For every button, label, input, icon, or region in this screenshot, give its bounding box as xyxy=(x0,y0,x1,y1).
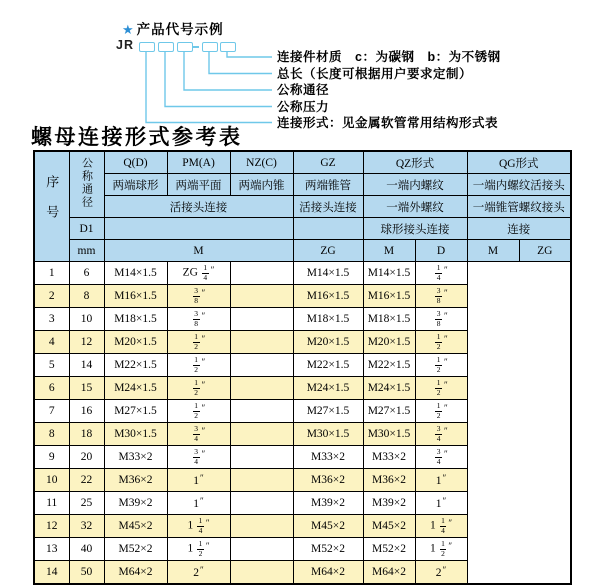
unit-mm: mm xyxy=(69,240,104,262)
code-prefix: JR xyxy=(116,38,134,52)
code-box-5 xyxy=(220,42,236,52)
table-cell: $\frac{3}{4}$ ″ xyxy=(167,423,230,446)
unit-qg-m: M xyxy=(467,240,519,262)
table-cell: 15 xyxy=(69,377,104,400)
table-row xyxy=(34,446,571,469)
col-header-gz: GZ xyxy=(293,151,363,174)
table-cell xyxy=(230,469,293,492)
table-row xyxy=(34,538,571,561)
table-cell: 1″ xyxy=(167,492,230,515)
callout-label-pressure: 公称压力 xyxy=(277,99,330,114)
table-cell: M16×1.5 xyxy=(104,285,167,308)
table-cell: M33×2 xyxy=(104,446,167,469)
table-cell: M33×2 xyxy=(363,446,415,469)
table-cell: $\frac{3}{8}$ ″ xyxy=(415,308,467,331)
table-cell xyxy=(230,331,293,354)
code-box-1 xyxy=(139,42,155,52)
table-cell: $\frac{3}{4}$ ″ xyxy=(415,423,467,446)
table-cell: 8 xyxy=(69,285,104,308)
table-cell: M24×1.5 xyxy=(363,377,415,400)
table-cell: M39×2 xyxy=(363,492,415,515)
unit-qz-m: M xyxy=(363,240,415,262)
table-cell: M27×1.5 xyxy=(104,400,167,423)
code-dash xyxy=(193,46,199,48)
table-cell: M24×1.5 xyxy=(293,377,363,400)
table-cell: M22×1.5 xyxy=(293,354,363,377)
unit-m: M xyxy=(104,240,293,262)
table-row xyxy=(34,285,571,308)
table-cell: $\frac{1}{2}$ ″ xyxy=(415,400,467,423)
table-cell: $\frac{3}{4}$ ″ xyxy=(167,446,230,469)
desc-qd: 两端球形 xyxy=(104,174,167,196)
table-cell xyxy=(230,262,293,285)
table-header xyxy=(34,151,571,262)
table-cell: M18×1.5 xyxy=(104,308,167,331)
table-cell: $\frac{1}{2}$ ″ xyxy=(415,377,467,400)
table-cell: 1 $\frac{1}{4}$ ″ xyxy=(415,515,467,538)
table-row xyxy=(34,423,571,446)
connection-gz: 活接头连接 xyxy=(293,196,363,218)
col-header-diameter: 公称通径 xyxy=(69,151,104,218)
table-cell: M14×1.5 xyxy=(363,262,415,285)
table-cell: 5 xyxy=(34,354,69,377)
table-cell: 1″ xyxy=(167,469,230,492)
table-cell: $\frac{1}{2}$ ″ xyxy=(167,354,230,377)
table-cell: 7 xyxy=(34,400,69,423)
col-header-nzc: NZ(C) xyxy=(230,151,293,174)
unit-zg: ZG xyxy=(293,240,363,262)
table-cell: M20×1.5 xyxy=(293,331,363,354)
table-cell: M24×1.5 xyxy=(104,377,167,400)
table-cell: M27×1.5 xyxy=(363,400,415,423)
table-row xyxy=(34,308,571,331)
table-cell: M14×1.5 xyxy=(104,262,167,285)
desc-qz: 一端内螺纹 xyxy=(363,174,467,196)
table-cell: 10 xyxy=(69,308,104,331)
table-cell: M30×1.5 xyxy=(363,423,415,446)
table-cell: $\frac{1}{2}$ ″ xyxy=(415,354,467,377)
table-cell xyxy=(230,446,293,469)
table-row xyxy=(34,515,571,538)
table-cell: M52×2 xyxy=(363,538,415,561)
diagram-title-text: 产品代号示例 xyxy=(136,22,224,37)
table-cell: M52×2 xyxy=(293,538,363,561)
col-header-seq: 序号 xyxy=(34,151,69,262)
table-cell: 25 xyxy=(69,492,104,515)
table-cell: 3 xyxy=(34,308,69,331)
table-cell: M52×2 xyxy=(104,538,167,561)
table-cell xyxy=(230,423,293,446)
empty-cell xyxy=(293,218,363,240)
table-cell: 14 xyxy=(69,354,104,377)
table-row xyxy=(34,561,571,585)
table-cell: M45×2 xyxy=(293,515,363,538)
table-cell: $\frac{1}{2}$ ″ xyxy=(167,400,230,423)
table-cell: 11 xyxy=(34,492,69,515)
table-cell: M64×2 xyxy=(363,561,415,585)
connection-qz: 一端外螺纹 xyxy=(363,196,467,218)
desc-gz: 两端锥管 xyxy=(293,174,363,196)
table-row xyxy=(34,262,571,285)
table-cell: 8 xyxy=(34,423,69,446)
table-cell: 6 xyxy=(34,377,69,400)
table-title: 螺母连接形式参考表 xyxy=(31,125,243,149)
table-cell: 9 xyxy=(34,446,69,469)
table-cell: 22 xyxy=(69,469,104,492)
table-cell: M45×2 xyxy=(104,515,167,538)
table-cell: $\frac{3}{8}$ ″ xyxy=(415,285,467,308)
joint-qz: 球形接头连接 xyxy=(363,218,467,240)
table-cell: M14×1.5 xyxy=(293,262,363,285)
desc-qg: 一端内螺纹活接头 xyxy=(467,174,571,196)
table-cell: M36×2 xyxy=(104,469,167,492)
table-cell: M45×2 xyxy=(363,515,415,538)
table-cell: $\frac{1}{2}$ ″ xyxy=(167,331,230,354)
table-cell: 1 $\frac{1}{4}$ ″ xyxy=(167,515,230,538)
desc-nzc: 两端内锥 xyxy=(230,174,293,196)
code-box-4 xyxy=(202,42,218,52)
table-cell: 2″ xyxy=(167,561,230,585)
desc-pma: 两端平面 xyxy=(167,174,230,196)
table-cell: M39×2 xyxy=(293,492,363,515)
table-cell: $\frac{3}{4}$ ″ xyxy=(415,446,467,469)
table-cell: $\frac{3}{8}$ ″ xyxy=(167,285,230,308)
code-box-2 xyxy=(158,42,174,52)
table-cell xyxy=(230,377,293,400)
table-cell: $\frac{1}{2}$ ″ xyxy=(415,331,467,354)
table-cell: 1″ xyxy=(415,469,467,492)
unit-qz-d: D xyxy=(415,240,467,262)
table-cell: $\frac{3}{8}$ ″ xyxy=(167,308,230,331)
col-header-d1: D1 xyxy=(69,218,104,240)
table-cell: 13 xyxy=(34,538,69,561)
callout-label-material: 连接件材质 c：为碳钢 b：为不锈钢 xyxy=(277,50,501,64)
unit-qg-zg: ZG xyxy=(519,240,571,262)
table-cell: 1 xyxy=(34,262,69,285)
table-cell: M18×1.5 xyxy=(363,308,415,331)
table-row xyxy=(34,354,571,377)
table-cell: M64×2 xyxy=(104,561,167,585)
table-cell: ZG $\frac{1}{4}$ ″ xyxy=(167,262,230,285)
connection-qg: 一端锥管螺纹接头 xyxy=(467,196,571,218)
table-cell: 1 $\frac{1}{2}$ ″ xyxy=(167,538,230,561)
col-header-qg: QG形式 xyxy=(467,151,571,174)
callout-label-diameter: 公称通径 xyxy=(277,83,330,97)
table-cell xyxy=(230,492,293,515)
code-box-3 xyxy=(177,42,193,52)
table-cell xyxy=(230,561,293,585)
table-cell: 14 xyxy=(34,561,69,585)
table-cell: 50 xyxy=(69,561,104,585)
table-cell: $\frac{1}{4}$ ″ xyxy=(415,262,467,285)
table-cell: $\frac{1}{2}$ ″ xyxy=(167,377,230,400)
table-cell: M30×1.5 xyxy=(293,423,363,446)
table-cell: M64×2 xyxy=(293,561,363,585)
callout-label-length: 总长（长度可根据用户要求定制） xyxy=(277,66,473,81)
table-cell xyxy=(230,285,293,308)
table-cell: M18×1.5 xyxy=(293,308,363,331)
table-cell: 18 xyxy=(69,423,104,446)
table-cell: M36×2 xyxy=(363,469,415,492)
table-cell: 2″ xyxy=(415,561,467,585)
table-row xyxy=(34,400,571,423)
table-cell xyxy=(230,308,293,331)
table-cell: 1″ xyxy=(415,492,467,515)
table-cell: 12 xyxy=(34,515,69,538)
table-cell xyxy=(230,515,293,538)
table-cell: 2 xyxy=(34,285,69,308)
table-cell: 32 xyxy=(69,515,104,538)
table-cell: 12 xyxy=(69,331,104,354)
table-cell: M36×2 xyxy=(293,469,363,492)
diagram-title xyxy=(122,18,224,38)
table-row xyxy=(34,469,571,492)
table-cell: M22×1.5 xyxy=(363,354,415,377)
table-cell: 20 xyxy=(69,446,104,469)
connection-union: 活接头连接 xyxy=(104,196,293,218)
table-cell xyxy=(230,400,293,423)
col-header-pma: PM(A) xyxy=(167,151,230,174)
table-row xyxy=(34,377,571,400)
joint-qg: 连接 xyxy=(467,218,571,240)
table-row xyxy=(34,492,571,515)
table-row xyxy=(34,331,571,354)
star-icon: ★ xyxy=(122,22,135,37)
table-cell: 16 xyxy=(69,400,104,423)
table-cell xyxy=(230,538,293,561)
table-cell: M20×1.5 xyxy=(363,331,415,354)
table-body xyxy=(34,262,571,585)
table-cell: M30×1.5 xyxy=(104,423,167,446)
table-cell: M16×1.5 xyxy=(293,285,363,308)
callout-label-form: 连接形式：见金属软管常用结构形式表 xyxy=(277,115,499,130)
table-cell: 10 xyxy=(34,469,69,492)
table-cell: 4 xyxy=(34,331,69,354)
col-header-qz: QZ形式 xyxy=(363,151,467,174)
table-cell: 40 xyxy=(69,538,104,561)
col-header-qd: Q(D) xyxy=(104,151,167,174)
table-cell: M27×1.5 xyxy=(293,400,363,423)
table-cell: 1 $\frac{1}{2}$ ″ xyxy=(415,538,467,561)
table-cell: M20×1.5 xyxy=(104,331,167,354)
reference-table xyxy=(33,150,572,585)
table-cell: M33×2 xyxy=(293,446,363,469)
empty-cell xyxy=(104,218,293,240)
table-cell: 6 xyxy=(69,262,104,285)
table-cell xyxy=(230,354,293,377)
table-cell: M16×1.5 xyxy=(363,285,415,308)
table-cell: M39×2 xyxy=(104,492,167,515)
table-cell: M22×1.5 xyxy=(104,354,167,377)
